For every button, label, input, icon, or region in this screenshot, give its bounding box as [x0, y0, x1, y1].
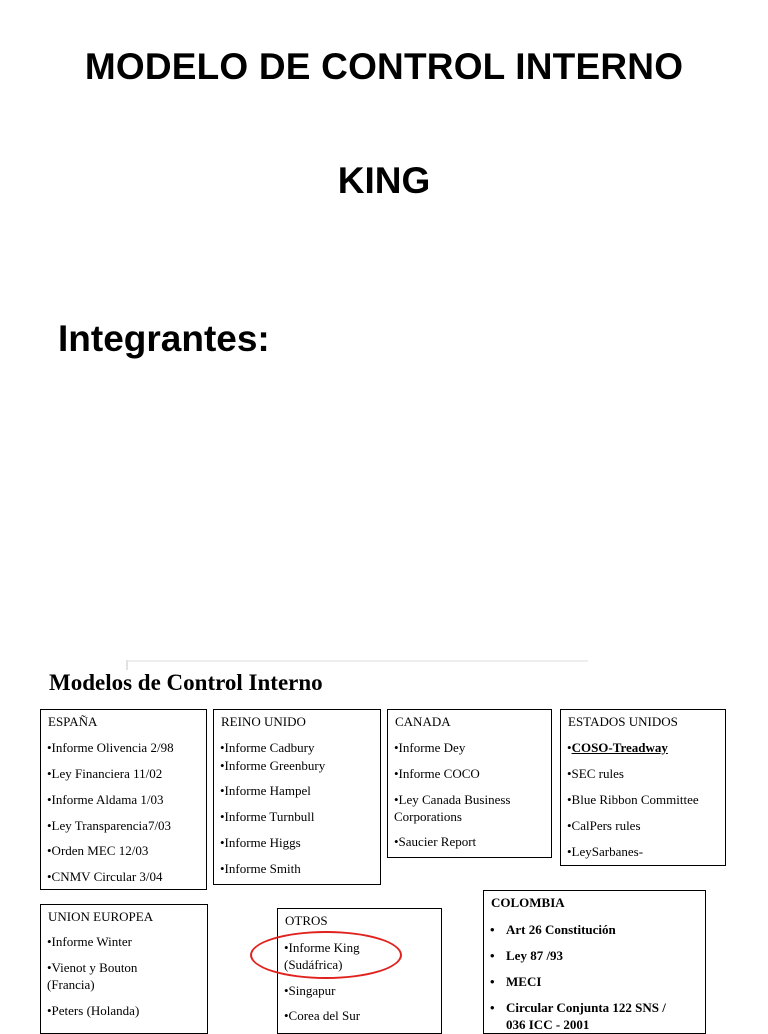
figure-top-divider — [126, 660, 588, 662]
reino-unido-header: REINO UNIDO — [221, 714, 306, 729]
reino-unido-item: •Informe Greenbury — [220, 758, 326, 773]
otros-header: OTROS — [285, 913, 328, 928]
canada-header: CANADA — [395, 714, 451, 729]
union-europea-item: (Francia) — [47, 977, 95, 992]
canada-item: •Informe COCO — [394, 766, 480, 781]
union-europea-item: •Vienot y Bouton — [47, 960, 138, 975]
otros-item: •Corea del Sur — [284, 1008, 361, 1023]
espana-box — [40, 709, 207, 890]
figure-corner-tick — [126, 660, 128, 670]
integrantes-heading: Integrantes: — [58, 318, 270, 359]
espana-item: •Ley Financiera 11/02 — [47, 766, 163, 781]
colombia-bullet: • — [490, 1000, 495, 1015]
union-europea-header: UNION EUROPEA — [48, 909, 154, 924]
estados-unidos-item: •CalPers rules — [567, 818, 641, 833]
union-europea-item: •Informe Winter — [47, 934, 133, 949]
coso-bullet: • — [567, 740, 572, 755]
colombia-item-text: Circular Conjunta 122 SNS / — [506, 1000, 666, 1015]
union-europea-box — [40, 904, 208, 1034]
estados-unidos-item: •SEC rules — [567, 766, 624, 781]
colombia-item-text: Ley 87 /93 — [506, 948, 564, 963]
espana-item: •Ley Transparencia7/03 — [47, 818, 172, 833]
espana-item: •Orden MEC 12/03 — [47, 843, 149, 858]
colombia-item — [490, 948, 563, 964]
estados-unidos-item: •Blue Ribbon Committee — [567, 792, 699, 807]
reino-unido-item: •Informe Smith — [220, 861, 301, 876]
estados-unidos-item: •LeySarbanes- — [567, 844, 644, 859]
reino-unido-item: •Informe Hampel — [220, 783, 311, 798]
canada-box — [387, 709, 552, 858]
reino-unido-item: •Informe Cadbury — [220, 740, 315, 755]
otros-item: (Sudáfrica) — [284, 957, 343, 972]
colombia-bullet: • — [490, 922, 495, 937]
espana-item: •Informe Olivencia 2/98 — [47, 740, 174, 755]
reino-unido-item: •Informe Higgs — [220, 835, 301, 850]
otros-item: •Informe King — [284, 940, 360, 955]
otros-item: •Singapur — [284, 983, 336, 998]
colombia-header: COLOMBIA — [491, 895, 565, 910]
reino-unido-item: •Informe Turnbull — [220, 809, 315, 824]
colombia-bullet: • — [490, 948, 495, 963]
king-highlight-oval — [250, 931, 402, 979]
colombia-item — [490, 922, 616, 938]
union-europea-item: •Peters (Holanda) — [47, 1003, 140, 1018]
colombia-item-continued: 036 ICC - 2001 — [506, 1017, 590, 1032]
estados-unidos-box — [560, 709, 726, 866]
estados-unidos-header: ESTADOS UNIDOS — [568, 714, 678, 729]
canada-item: •Informe Dey — [394, 740, 466, 755]
colombia-bullet: • — [490, 974, 495, 989]
colombia-item — [490, 974, 541, 990]
estados-unidos-item — [567, 740, 668, 756]
colombia-item-text: MECI — [506, 974, 542, 989]
colombia-item-text: Art 26 Constitución — [506, 922, 616, 937]
espana-item: •Informe Aldama 1/03 — [47, 792, 164, 807]
canada-item: •Ley Canada Business — [394, 792, 511, 807]
slide-title: MODELO DE CONTROL INTERNO — [84, 46, 684, 87]
slide-subtitle: KING — [337, 160, 431, 201]
canada-item: •Saucier Report — [394, 834, 477, 849]
canada-item: Corporations — [394, 809, 462, 824]
reino-unido-box — [213, 709, 381, 885]
figure-title: Modelos de Control Interno — [49, 670, 323, 695]
espana-item: •CNMV Circular 3/04 — [47, 869, 163, 884]
espana-header: ESPAÑA — [48, 714, 98, 729]
coso-treadway-label: COSO-Treadway — [571, 740, 668, 755]
colombia-item — [490, 1000, 666, 1016]
colombia-box — [483, 890, 706, 1034]
